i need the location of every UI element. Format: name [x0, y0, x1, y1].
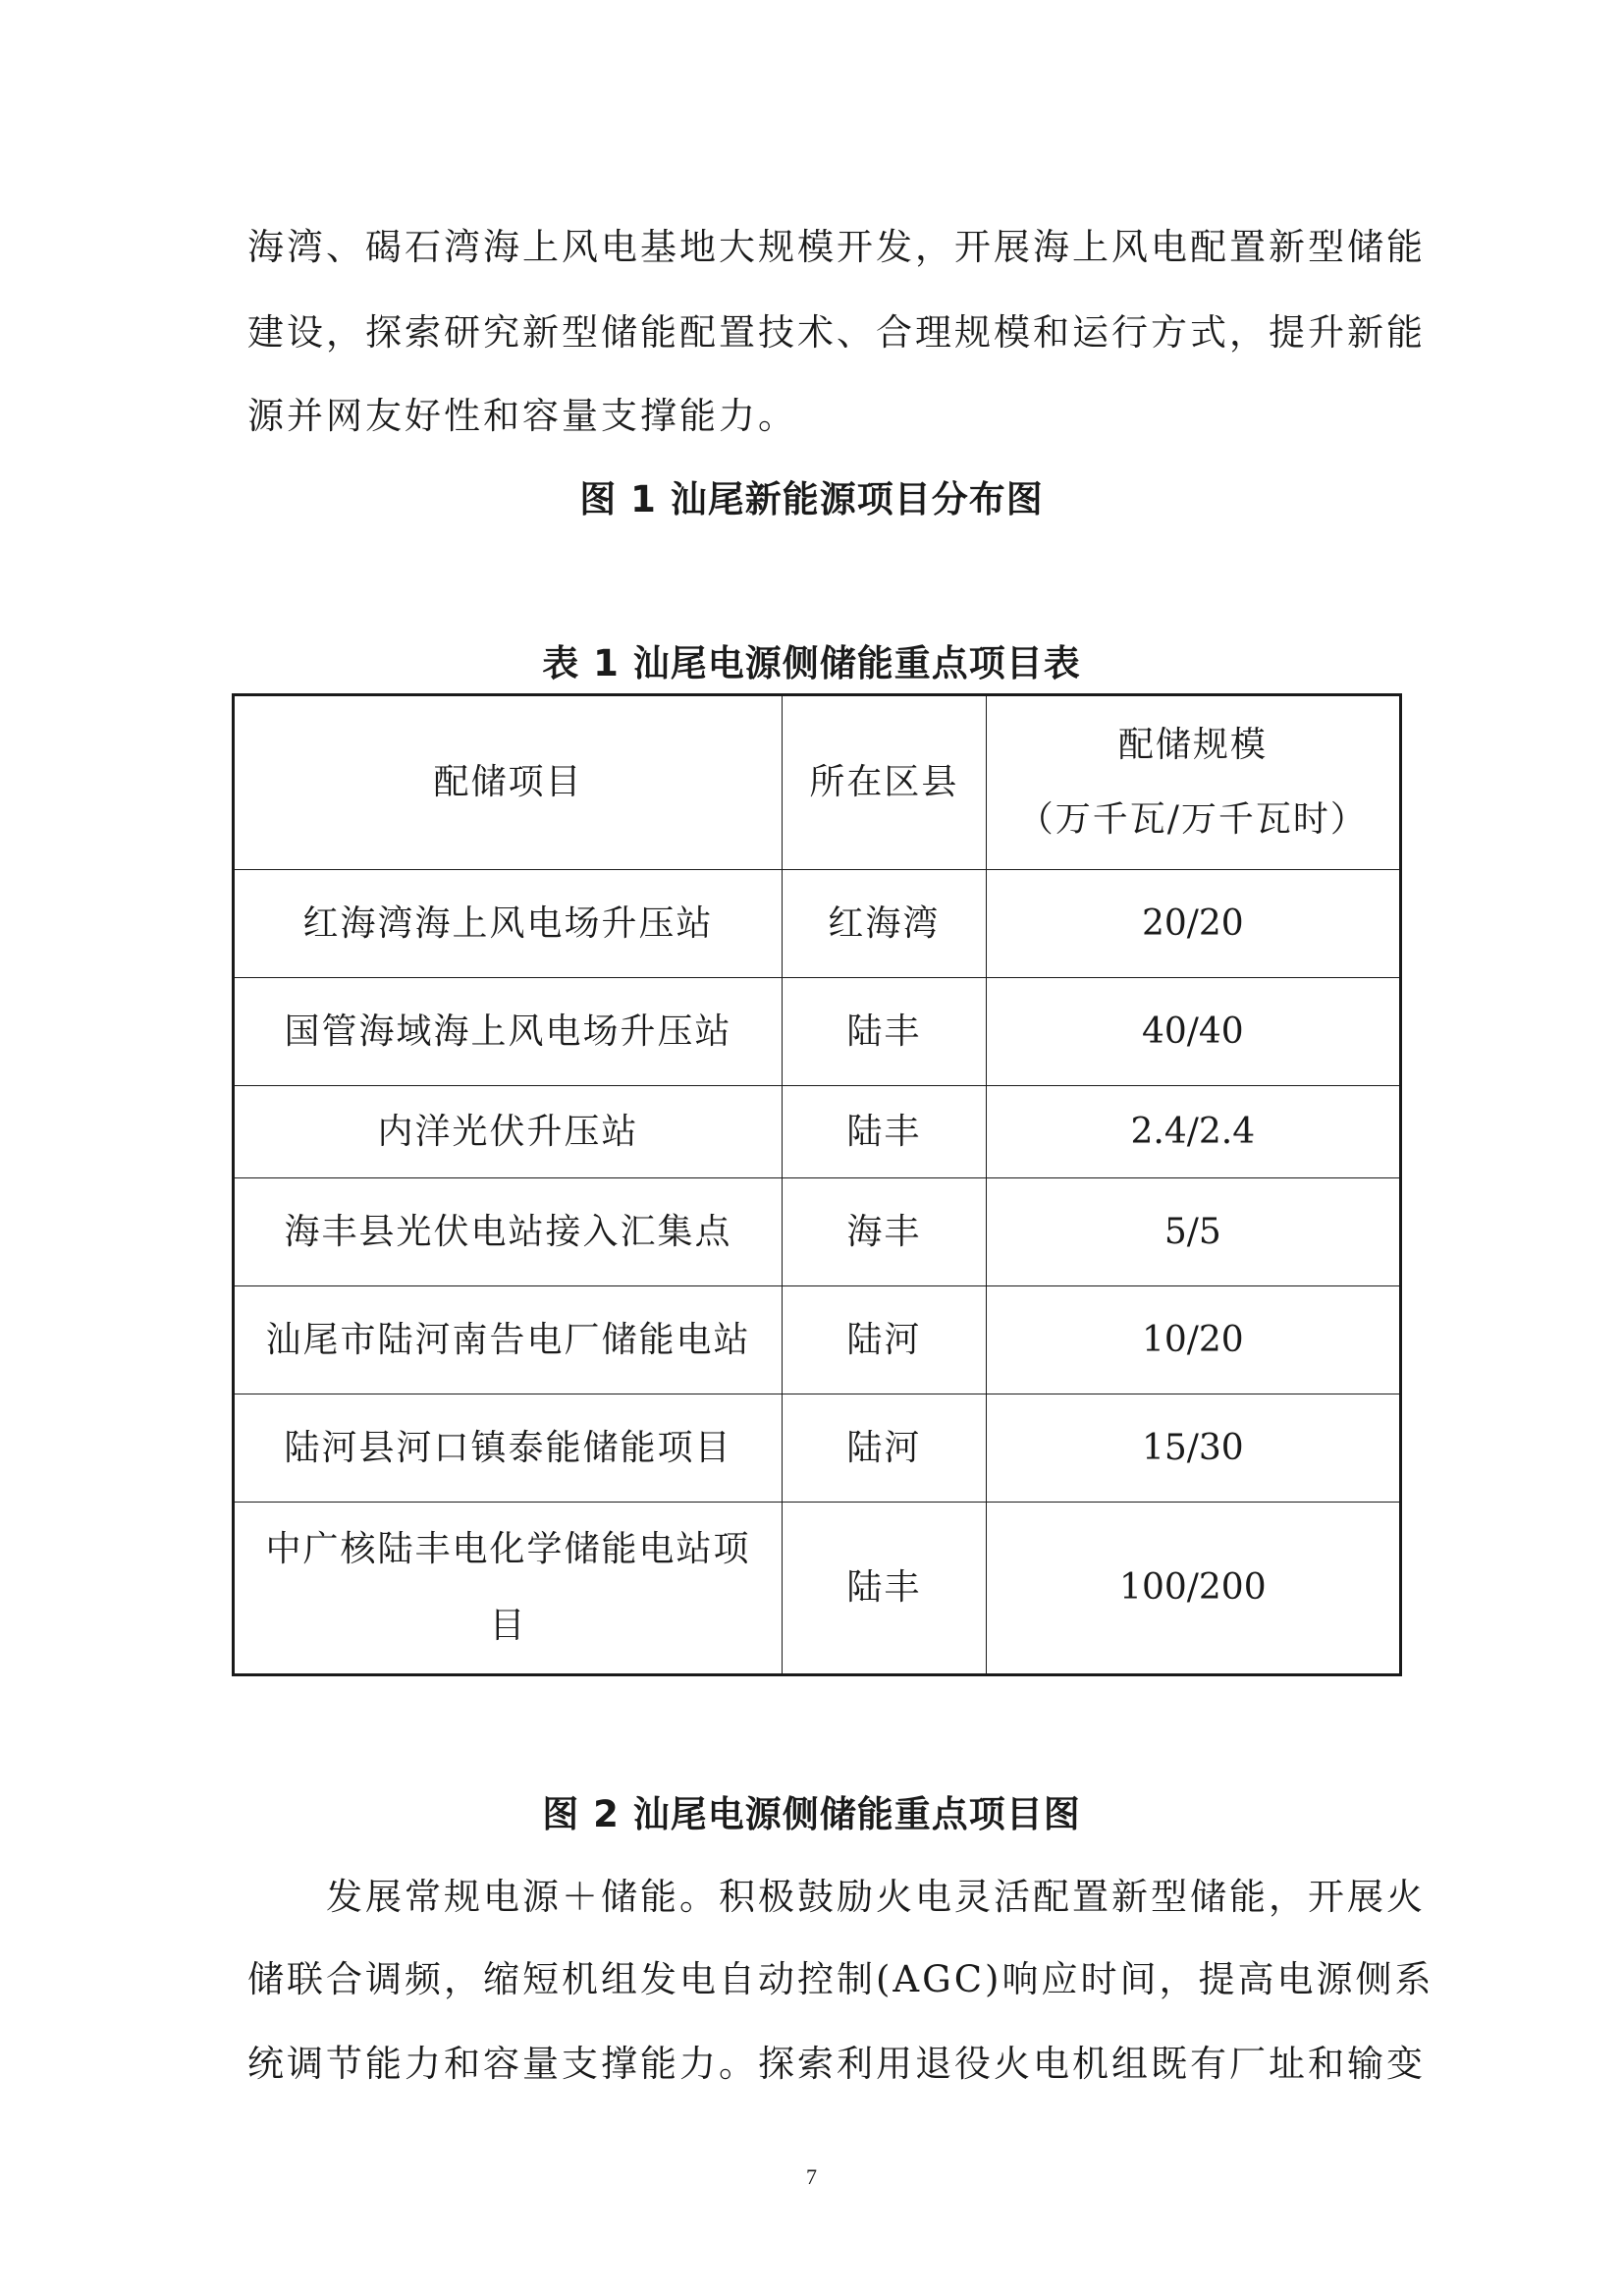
cell-scale: 40/40 — [986, 978, 1400, 1086]
table-header-row — [234, 695, 1401, 870]
table-row — [234, 1086, 1401, 1178]
paragraph-bottom-line-2: 储联合调频，缩短机组发电自动控制(AGC)响应时间，提高电源侧系 — [247, 1958, 1434, 2000]
table-row — [234, 1178, 1401, 1286]
paragraph-bottom-line-3: 统调节能力和容量支撑能力。探索利用退役火电机组既有厂址和输变 — [247, 2043, 1426, 2085]
table-1-caption: 表 1 汕尾电源侧储能重点项目表 — [542, 642, 1081, 684]
cell-county: 陆河 — [783, 1394, 987, 1503]
cell-project — [234, 1503, 783, 1675]
cell-scale: 100/200 — [986, 1503, 1400, 1675]
header-project: 配储项目 — [234, 695, 783, 870]
page-number: 7 — [806, 2164, 817, 2189]
cell-project-line-2: 目 — [489, 1606, 527, 1646]
cell-county: 海丰 — [783, 1178, 987, 1286]
header-scale-line-2: （万千瓦/万千瓦时） — [1017, 799, 1368, 840]
cell-county: 陆丰 — [783, 1086, 987, 1178]
cell-project: 国管海域海上风电场升压站 — [234, 978, 783, 1086]
cell-project: 红海湾海上风电场升压站 — [234, 870, 783, 978]
cell-project: 海丰县光伏电站接入汇集点 — [234, 1178, 783, 1286]
figure-2-caption: 图 2 汕尾电源侧储能重点项目图 — [542, 1793, 1081, 1835]
table-row — [234, 978, 1401, 1086]
cell-county: 陆丰 — [783, 978, 987, 1086]
table-row — [234, 1394, 1401, 1503]
cell-scale: 2.4/2.4 — [986, 1086, 1400, 1178]
cell-project: 汕尾市陆河南告电厂储能电站 — [234, 1286, 783, 1394]
table-row — [234, 870, 1401, 978]
cell-county: 陆河 — [783, 1286, 987, 1394]
paragraph-top-line-3: 源并网友好性和容量支撑能力。 — [247, 395, 797, 437]
header-county: 所在区县 — [783, 695, 987, 870]
cell-scale: 10/20 — [986, 1286, 1400, 1394]
table-row — [234, 1286, 1401, 1394]
cell-scale: 15/30 — [986, 1394, 1400, 1503]
cell-project: 陆河县河口镇泰能储能项目 — [234, 1394, 783, 1503]
header-scale — [986, 695, 1400, 870]
paragraph-bottom-line-1-text: 发展常规电源＋储能。积极鼓励火电灵活配置新型储能，开展火 — [326, 1876, 1426, 1918]
paragraph-bottom-line-1 — [247, 1876, 1426, 1918]
cell-scale: 5/5 — [986, 1178, 1400, 1286]
cell-scale: 20/20 — [986, 870, 1400, 978]
paragraph-top-line-1: 海湾、碣石湾海上风电基地大规模开发，开展海上风电配置新型储能 — [247, 226, 1426, 268]
table-row — [234, 1503, 1401, 1675]
header-scale-line-1: 配储规模 — [1117, 725, 1268, 765]
cell-county: 红海湾 — [783, 870, 987, 978]
paragraph-top-line-2: 建设，探索研究新型储能配置技术、合理规模和运行方式，提升新能 — [247, 311, 1426, 354]
figure-1-caption: 图 1 汕尾新能源项目分布图 — [579, 478, 1044, 520]
cell-project: 内洋光伏升压站 — [234, 1086, 783, 1178]
storage-projects-table — [232, 693, 1402, 1676]
cell-project-line-1: 中广核陆丰电化学储能电站项 — [265, 1529, 751, 1569]
cell-county: 陆丰 — [783, 1503, 987, 1675]
